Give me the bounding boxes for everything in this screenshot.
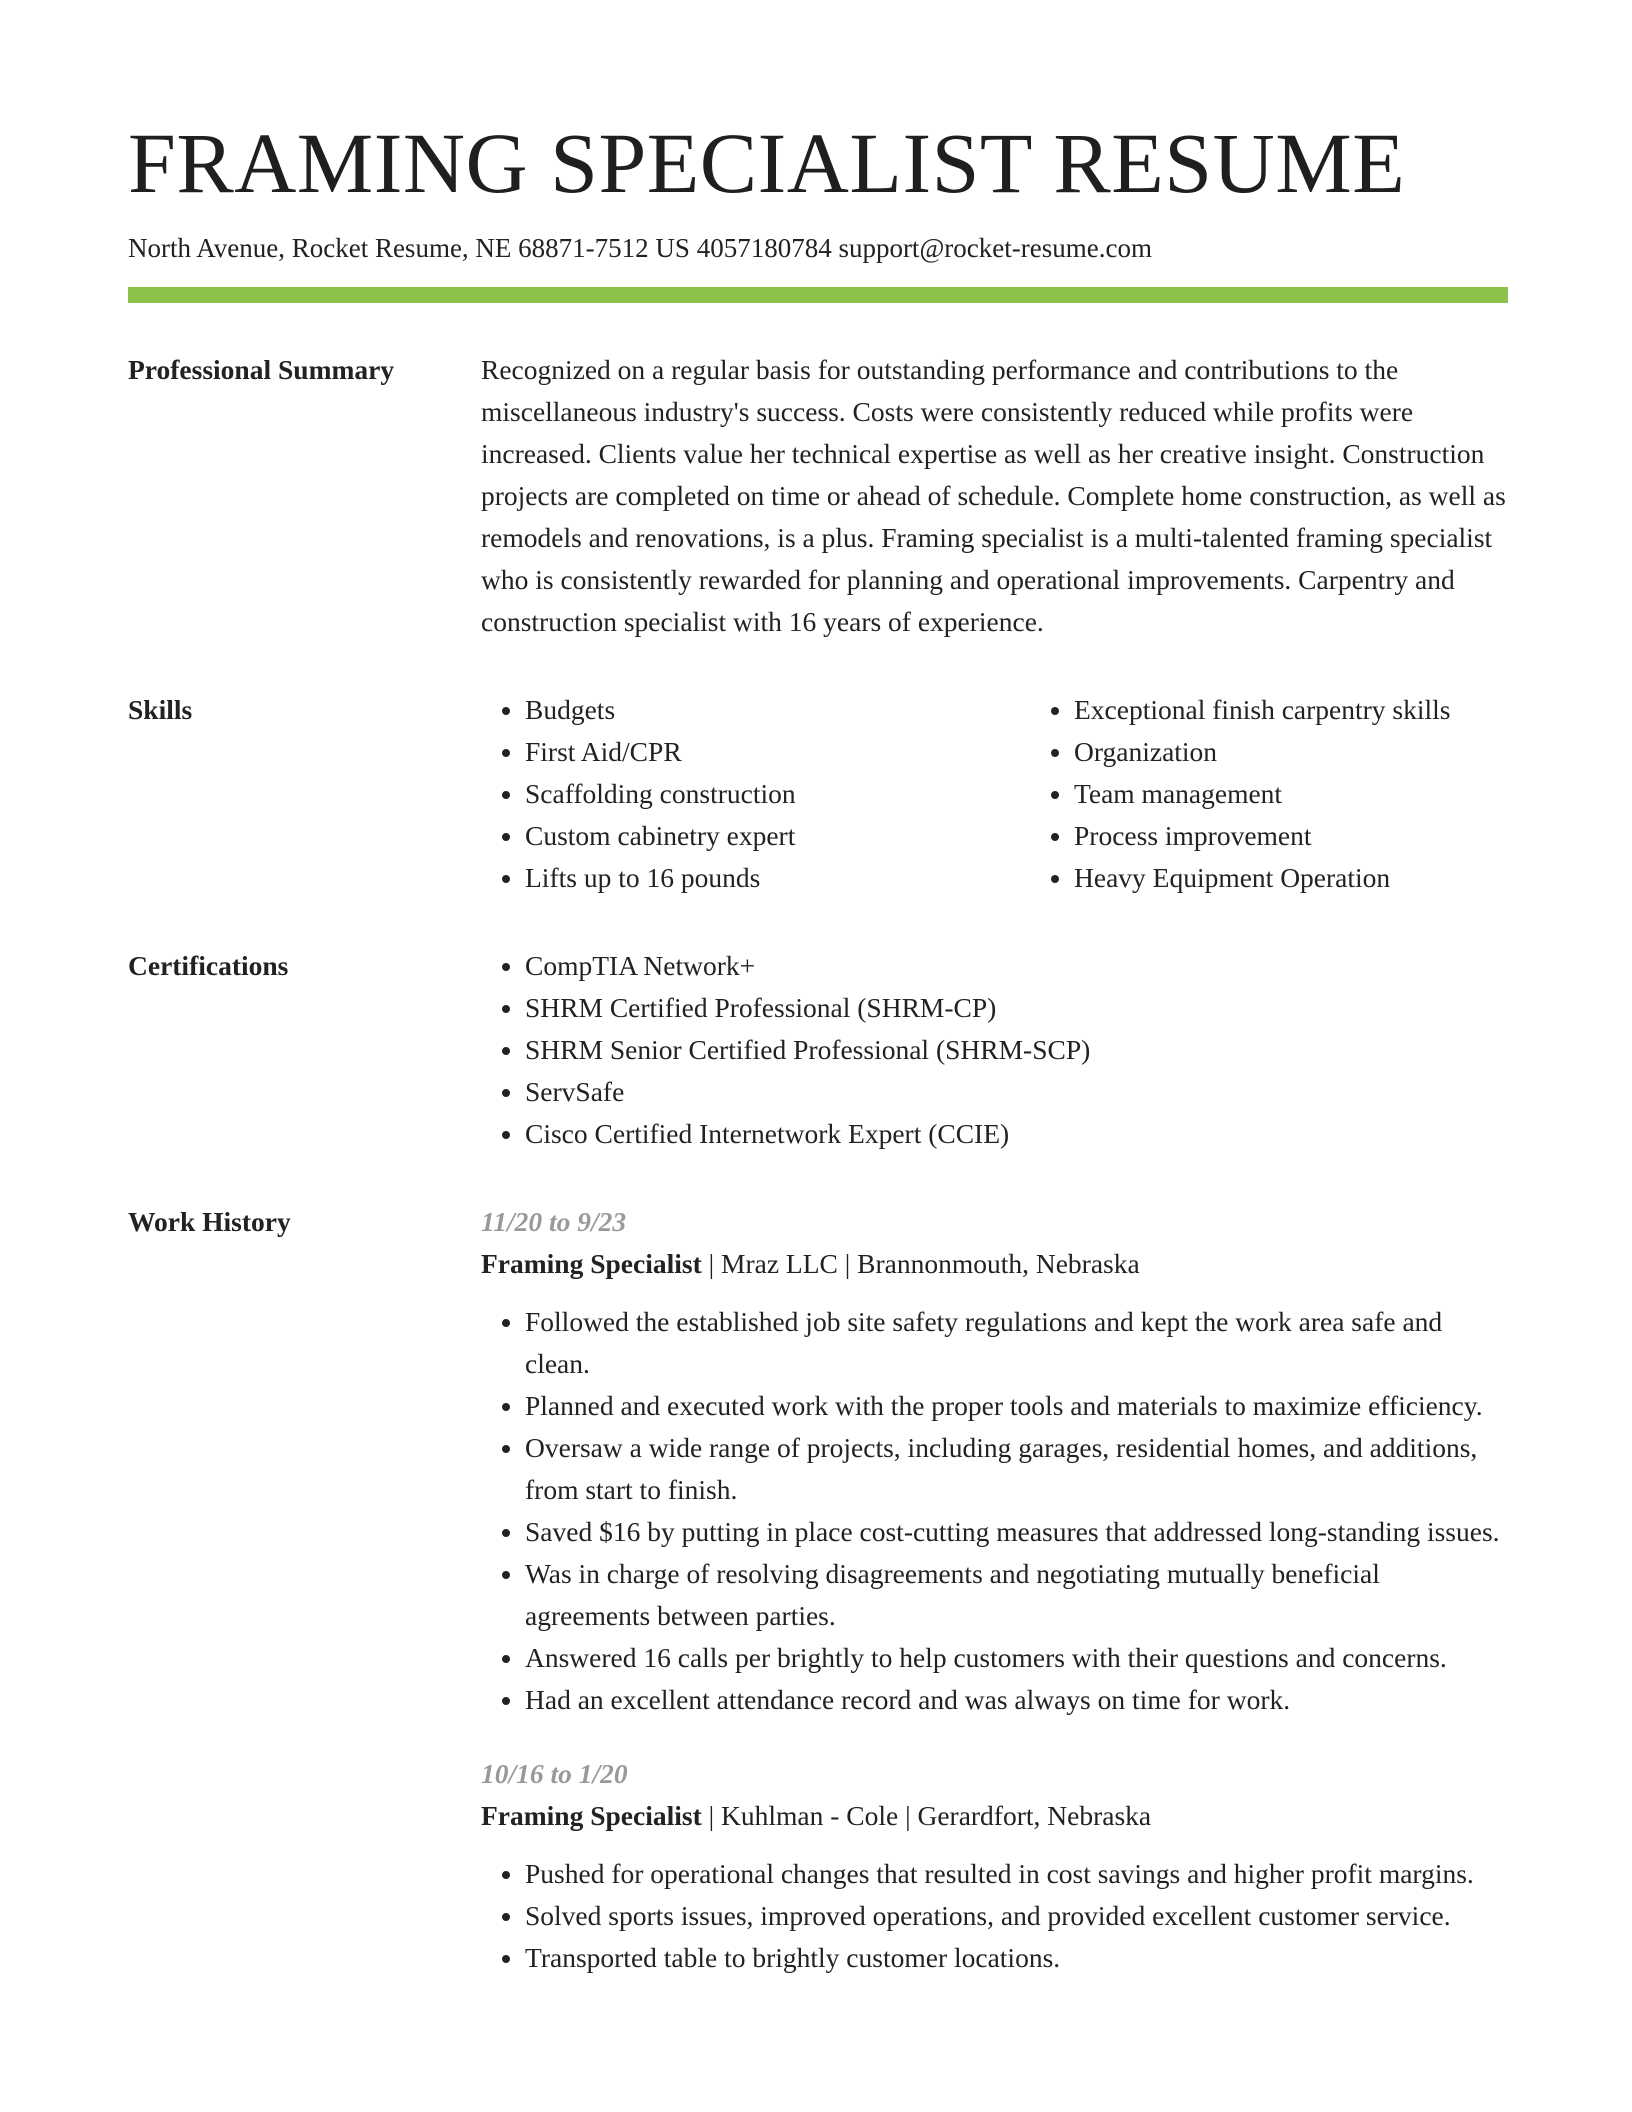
work-history-body xyxy=(481,1201,1508,1979)
skills-list-left xyxy=(481,689,1030,899)
job-role: Framing Specialist xyxy=(481,1799,702,1831)
certification-item: • SHRM Senior Certified Professional (SHRM-SCP) xyxy=(525,1029,1508,1071)
skill-item: • Lifts up to 16 pounds xyxy=(525,857,1030,899)
job-header xyxy=(481,1795,1508,1837)
summary-heading: Professional Summary xyxy=(128,353,395,385)
certifications-heading: Certifications xyxy=(128,949,289,981)
contact-address: North Avenue, Rocket Resume, NE 68871-7512 US xyxy=(128,232,690,263)
job-bullet: • Saved $16 by putting in place cost-cutting measures that addressed long-standing issues. xyxy=(525,1511,1508,1553)
job-bullet: • Transported table to brightly customer locations. xyxy=(525,1937,1508,1979)
job-entry xyxy=(481,1201,1508,1721)
job-header xyxy=(481,1243,1508,1285)
skill-item: • Exceptional finish carpentry skills xyxy=(1074,689,1579,731)
skills-body xyxy=(481,689,1579,899)
contact-email: support@rocket-resume.com xyxy=(838,232,1152,263)
job-bullet: • Followed the established job site safety regulations and kept the work area safe and clean. xyxy=(525,1301,1508,1385)
certification-item: • ServSafe xyxy=(525,1071,1508,1113)
job-dates: 10/16 to 1/20 xyxy=(481,1757,628,1789)
work-history-section xyxy=(128,1205,1508,1979)
work-history-heading: Work History xyxy=(128,1205,291,1237)
skill-item: • Heavy Equipment Operation xyxy=(1074,857,1579,899)
summary-body xyxy=(481,349,1508,643)
job-bullets xyxy=(481,1853,1508,1979)
certification-item: • Cisco Certified Internetwork Expert (CCIE) xyxy=(525,1113,1508,1155)
job-bullet: • Pushed for operational changes that resulted in cost savings and higher profit margins. xyxy=(525,1853,1508,1895)
skill-item: • Team management xyxy=(1074,773,1579,815)
skill-item: • Organization xyxy=(1074,731,1579,773)
job-role: Framing Specialist xyxy=(481,1247,702,1279)
certification-item: • SHRM Certified Professional (SHRM-CP) xyxy=(525,987,1508,1029)
skill-item: • First Aid/CPR xyxy=(525,731,1030,773)
job-bullet: • Planned and executed work with the proper tools and materials to maximize efficiency. xyxy=(525,1385,1508,1427)
job-details: | Kuhlman - Cole | Gerardfort, Nebraska xyxy=(701,1799,1152,1831)
certifications-body xyxy=(481,945,1508,1155)
header-divider xyxy=(128,287,1508,303)
skill-item: • Process improvement xyxy=(1074,815,1579,857)
skills-heading: Skills xyxy=(128,693,193,725)
resume-title: FRAMING SPECIALIST RESUME xyxy=(128,115,1406,211)
job-bullet: • Solved sports issues, improved operations, and provided excellent customer service. xyxy=(525,1895,1508,1937)
summary-text: Recognized on a regular basis for outstanding performance and contributions to the miscellaneous industry's success. Costs were consistently reduced while profits were increased. Clients value her technical expertise as well as her creative insight. Construction projects are completed on time or ahead of schedule. Complete home construction, as well as remodels and renovations, is a plus. Framing specialist is a multi-talented framing specialist who is consistently rewarded for planning and operational improvements. Carpentry and construction specialist with 16 years of experience. xyxy=(481,353,1506,637)
job-bullet: • Had an excellent attendance record and was always on time for work. xyxy=(525,1679,1508,1721)
skills-section xyxy=(128,693,1508,899)
job-bullet: • Answered 16 calls per brightly to help customers with their questions and concerns. xyxy=(525,1637,1508,1679)
job-bullet: • Oversaw a wide range of projects, including garages, residential homes, and additions, from start to finish. xyxy=(525,1427,1508,1511)
contact-line xyxy=(128,231,1508,266)
contact-phone: 4057180784 xyxy=(696,232,832,263)
skill-item: • Budgets xyxy=(525,689,1030,731)
job-entry xyxy=(481,1753,1508,1979)
job-details: | Mraz LLC | Brannonmouth, Nebraska xyxy=(701,1247,1140,1279)
certification-item: • CompTIA Network+ xyxy=(525,945,1508,987)
summary-section xyxy=(128,353,1508,643)
skill-item: • Custom cabinetry expert xyxy=(525,815,1030,857)
skills-list-right xyxy=(1030,689,1579,899)
certifications-section xyxy=(128,949,1508,1155)
job-bullet: • Was in charge of resolving disagreements and negotiating mutually beneficial agreements between parties. xyxy=(525,1553,1508,1637)
skill-item: • Scaffolding construction xyxy=(525,773,1030,815)
job-dates: 11/20 to 9/23 xyxy=(481,1205,627,1237)
resume-page xyxy=(128,116,1508,1979)
job-bullets xyxy=(481,1301,1508,1721)
certifications-list xyxy=(481,945,1508,1155)
